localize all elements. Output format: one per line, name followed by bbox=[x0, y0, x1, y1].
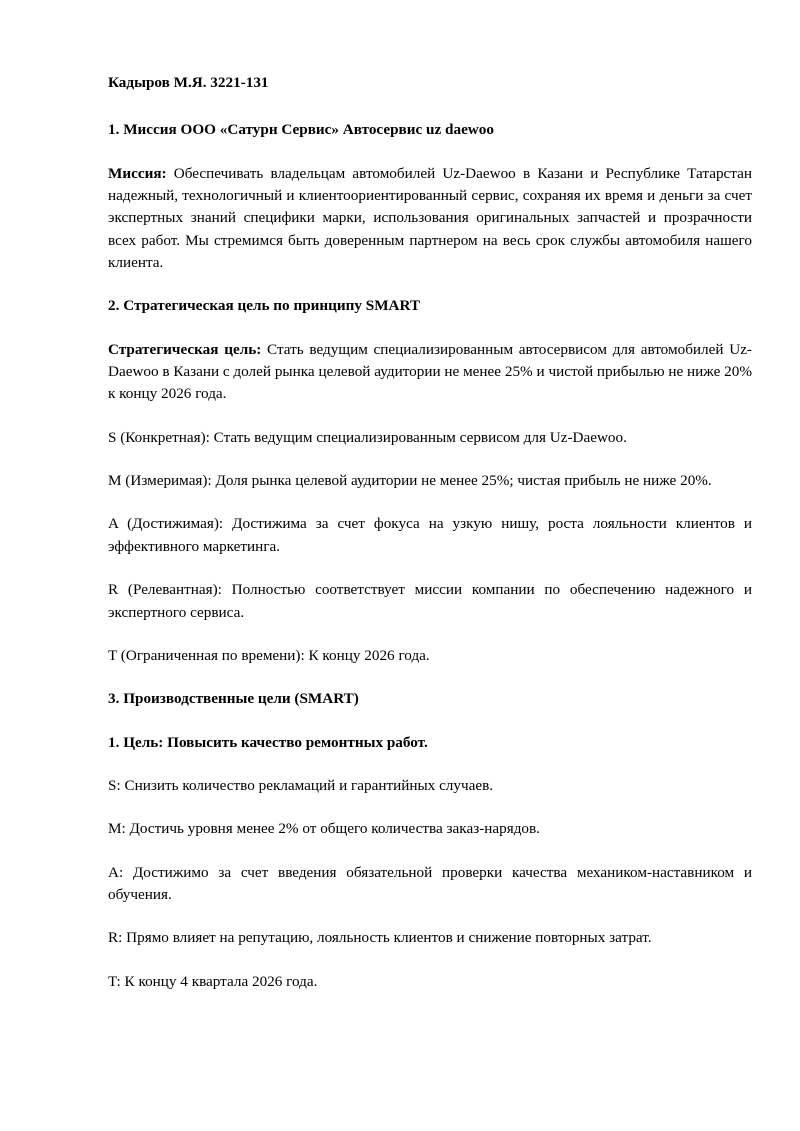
paragraph-goal1-r: R: Прямо влияет на репутацию, лояльность клиентов и снижение повторных затрат. bbox=[108, 929, 652, 947]
paragraph-goal1-a: A: Достижимо за счет введения обязательной проверки качества механиком-наставником и обучения. bbox=[108, 863, 752, 903]
subheading-goal-1: 1. Цель: Повысить качество ремонтных работ. bbox=[108, 733, 428, 751]
paragraph-smart-r: R (Релевантная): Полностью соответствует миссии компании по обеспечению надежного и экспертного сервиса. bbox=[108, 581, 752, 621]
paragraph-strategic-goal-text: Стать ведущим специализированным автосервисом для автомобилей Uz-Daewoo в Казани с долей рынка целевой аудитории не менее 25% и чистой прибылью не ниже 20% к концу 2026 года. bbox=[108, 340, 752, 403]
paragraph-smart-t: T (Ограниченная по времени): К концу 2026 года. bbox=[108, 646, 430, 664]
paragraph-strategic-goal bbox=[108, 339, 752, 406]
section-heading-mission: 1. Миссия ООО «Сатурн Сервис» Автосервис uz daewoo bbox=[108, 121, 494, 139]
paragraph-smart-m: M (Измеримая): Доля рынка целевой аудитории не менее 25%; чистая прибыль не ниже 20%. bbox=[108, 472, 712, 490]
paragraph-strategic-goal-lead: Стратегическая цель: bbox=[108, 340, 262, 358]
paragraph-goal1-s: S: Снизить количество рекламаций и гарантийных случаев. bbox=[108, 776, 494, 794]
paragraph-smart-a: A (Достижимая): Достижима за счет фокуса на узкую нишу, роста лояльности клиентов и эффективного маркетинга. bbox=[108, 515, 752, 555]
paragraph-mission bbox=[108, 163, 752, 275]
section-heading-smart: 2. Стратегическая цель по принципу SMART bbox=[108, 297, 421, 315]
paragraph-mission-lead: Миссия: bbox=[108, 164, 167, 182]
paragraph-smart-s: S (Конкретная): Стать ведущим специализированным сервисом для Uz-Daewoo. bbox=[108, 428, 627, 446]
author-line: Кадыров М.Я. 3221-131 bbox=[108, 74, 269, 91]
paragraph-goal1-t: T: К концу 4 квартала 2026 года. bbox=[108, 972, 318, 990]
paragraph-goal1-m: M: Достичь уровня менее 2% от общего количества заказ-нарядов. bbox=[108, 820, 540, 838]
document-body bbox=[108, 72, 752, 993]
section-heading-production: 3. Производственные цели (SMART) bbox=[108, 690, 359, 708]
paragraph-mission-text: Обеспечивать владельцам автомобилей Uz-Daewoo в Казани и Республике Татарстан надежный, технологичный и клиентоориентированный сервис, сохраняя их время и деньги за счет экспертных знаний специфики марки, использования оригинальных запчастей и прозрачности всех работ. Мы стремимся быть доверенным партнером на весь срок службы автомобиля нашего клиента. bbox=[108, 164, 752, 272]
